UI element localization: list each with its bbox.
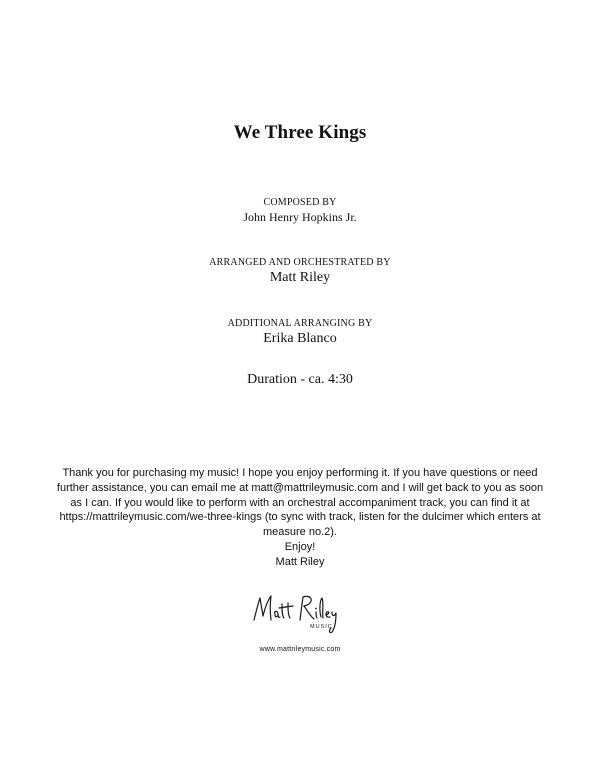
arranger-name: Matt Riley [269,270,331,285]
composer-label: COMPOSED BY [263,197,337,208]
composer-name: John Henry Hopkins Jr. [243,210,357,224]
arranger-credit [0,257,600,287]
composer-credit [0,197,600,225]
thank-you-message [52,466,548,570]
arranger-label: ARRANGED AND ORCHESTRATED BY [209,257,391,268]
additional-arranger-credit [0,318,600,348]
matt-riley-music-logo [248,590,352,640]
website-url: www.mattrileymusic.com [259,646,341,653]
piece-title: We Three Kings [233,122,367,143]
duration-text: Duration - ca. 4:30 [247,372,353,387]
additional-arranger-label: ADDITIONAL ARRANGING BY [227,318,373,329]
message-signature: Matt Riley [275,555,325,568]
message-body: Thank you for purchasing my music! I hope you enjoy performing it. If you have questions or need further assistance, you can email me at matt@mattrileymusic.com and I will get back to you as soon as I can. If you would like to perform with an orchestral accompaniment track, you can find it at https://mattrileymusic.com/we-three-kings (to sync with track, listen for the dulcimer which enters at measure no.2). [56,467,544,539]
additional-arranger-name: Erika Blanco [263,331,337,346]
message-closing: Enjoy! [284,540,316,553]
logo-subtext: MUSIC [310,624,333,630]
